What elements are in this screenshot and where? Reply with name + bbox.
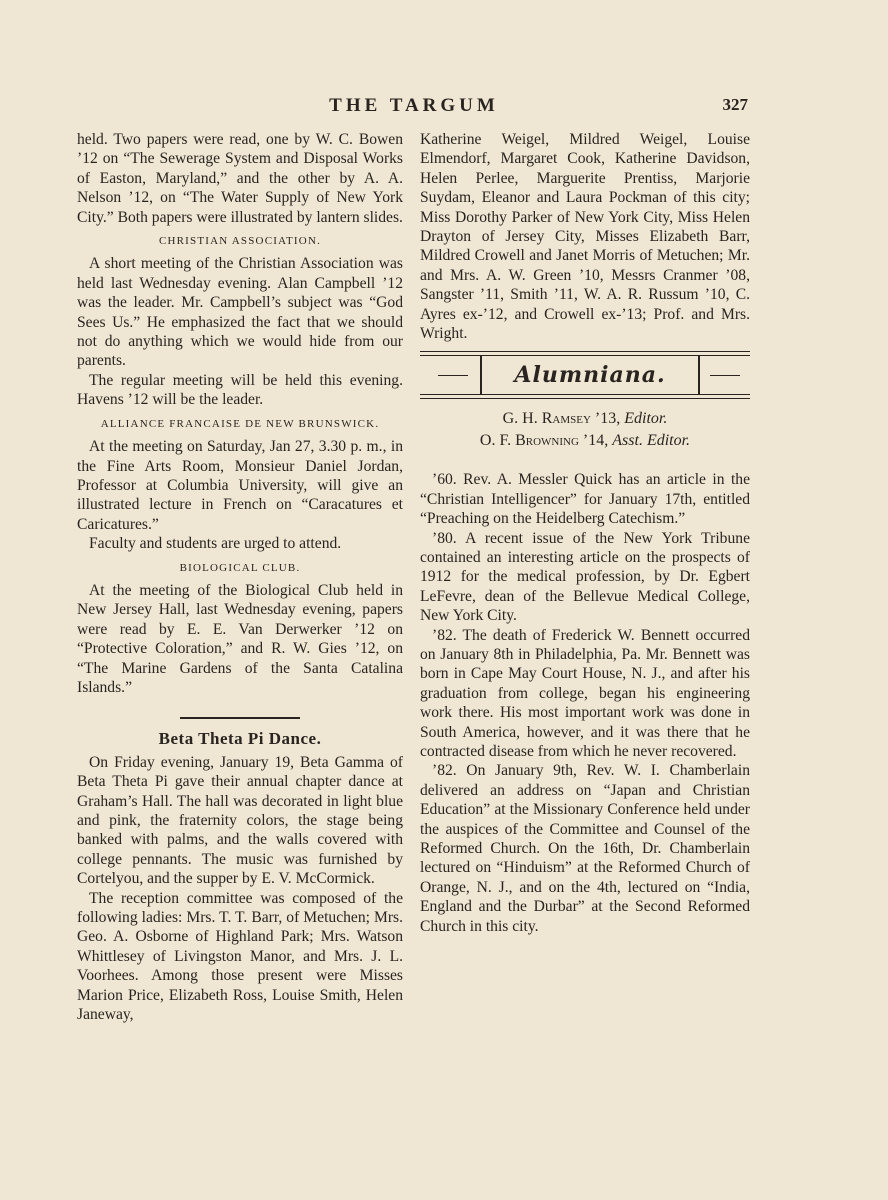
editor-name: G. H. Ramsey ’13, (502, 410, 621, 428)
running-title: THE TARGUM (329, 95, 499, 116)
alliance-paragraph-1: At the meeting on Saturday, Jan 27, 3.30 p. m., in the Fine Arts Room, Monsieur Daniel Jordan, Professor at Columbia University, will give an illustrated lecture in French on “Caracatures et Caricatures.” (77, 438, 403, 533)
asst-editor-name: O. F. Browning ’14, (479, 431, 609, 449)
guest-list-paragraph: Katherine Weigel, Mildred Weigel, Louise Elmendorf, Margaret Cook, Katherine Davidson, Helen Perlee, Marguerite Prentiss, Marjorie Suydam, Eleanor and Laura Pockman of this city; Miss Dorothy Parker of New York City, Miss Helen Drayton of Jersey City, Misses Elizabeth Barr, Mildred Crowell and Janet Morris of Metuchen; Mr. and Mrs. A. W. Green ’10, Messrs Cranmer ’08, Sangster ’11, Smith ’11, W. A. R. Russum ’10, C. Ayres ex-’12, and Crowell ex-’13; Prof. and Mrs. Wright. (420, 131, 750, 343)
beta-paragraph-1: On Friday evening, January 19, Beta Gamma of Beta Theta Pi gave their annual chapter dance at Graham’s Hall. The hall was decorated in light blue and pink, the fraternity colors, the stage being banked with palms, and the walls covered with college pennants. The music was furnished by Cortelyou, and the supper by E. V. McCormick. (77, 753, 403, 888)
note-1882-chamberlain: ’82. On January 9th, Rev. W. I. Chamberlain delivered an address on “Japan and Christian Education” at the Missionary Conference held under the auspices of the Committee and Counsel of the Reformed Church. On the 16th, Dr. Chamberlain lectured on “Hinduism” at the Reformed Church of Orange, N. J., and on the 4th, lectured on “India, England and the Durbar” at the Second Reformed Church in this city. (420, 762, 750, 935)
editor-line (420, 409, 750, 428)
biological-club-heading: BIOLOGICAL CLUB. (179, 561, 301, 574)
asst-editor-line (420, 431, 750, 450)
note-1882-bennett: ’82. The death of Frederick W. Bennett occurred on January 8th in Philadelphia, Pa. Mr. Bennett was born in Cape May Court House, N. J., and after his graduation from college, began his engineering work there. His most important work was done in South America, however, and it was there that he contracted disease from which he never recovered. (420, 626, 750, 760)
alumniana-title: Alumniana. (514, 361, 666, 388)
christian-paragraph-1: A short meeting of the Christian Association was held last Wednesday evening. Alan Campbell ’12 was the leader. Mr. Campbell’s subject was “God Sees Us.” He emphasized the fact that we should not do anything which we would hide from our parents. (77, 255, 403, 370)
christian-paragraph-2: The regular meeting will be held this evening. Havens ’12 will be the leader. (77, 371, 403, 409)
alumniana-banner (420, 351, 750, 397)
asst-editor-role: Asst. Editor. (612, 431, 691, 449)
beta-theta-pi-heading: Beta Theta Pi Dance. (158, 729, 322, 749)
christian-association-heading: CHRISTIAN ASSOCIATION. (158, 235, 322, 248)
page-number: 327 (722, 95, 748, 114)
banner-bottom-rule (420, 398, 750, 399)
section-divider (180, 717, 300, 719)
spacer (420, 452, 750, 470)
note-1860: ’60. Rev. A. Messler Quick has an article in the “Christian Intelligencer” for January 17th, entitled “Preaching on the Heidelberg Catechism.” (420, 471, 750, 528)
alliance-francaise-heading: ALLIANCE FRANCAISE DE NEW BRUNSWICK. (100, 417, 380, 430)
note-1880: ’80. A recent issue of the New York Tribune contained an interesting article on the prospects of 1912 for the medical profession, by Dr. Egbert LeFevre, dean of the Bellevue Medical College, New York City. (420, 529, 750, 625)
banner-left-dash (438, 375, 468, 376)
banner-right-dash (710, 375, 740, 376)
banner-top-rule (420, 351, 750, 352)
right-column (420, 130, 750, 936)
editor-role: Editor. (624, 410, 668, 428)
banner-frame (480, 355, 700, 395)
biological-paragraph: At the meeting of the Biological Club held in New Jersey Hall, last Wednesday evening, papers were read by E. E. Van Derwerker ’12 on “Protective Coloration,” and R. W. Gies ’12, on “The Marine Gardens of the Santa Catalina Islands.” (77, 581, 403, 696)
engineering-paragraph: held. Two papers were read, one by W. C. Bowen ’12 on “The Sewerage System and Disposal Works of Easton, Maryland,” and the other by A. A. Nelson ’12, on “The Water Supply of New York City.” Both papers were illustrated by lantern slides. (77, 131, 403, 226)
beta-paragraph-2: The reception committee was composed of the following ladies: Mrs. T. T. Barr, of Metuchen; Mrs. Geo. A. Osborne of Highland Park; Mrs. Watson Whittlesey of Livingston Manor, and Mrs. J. L. Voorhees. Among those present were Misses Marion Price, Elizabeth Ross, Louise Smith, Helen Janeway, (77, 889, 403, 1024)
left-column (77, 130, 403, 1024)
alliance-paragraph-2: Faculty and students are urged to attend. (89, 535, 342, 553)
page-header (80, 95, 748, 121)
banner-bottom-rule-thin (420, 394, 750, 395)
